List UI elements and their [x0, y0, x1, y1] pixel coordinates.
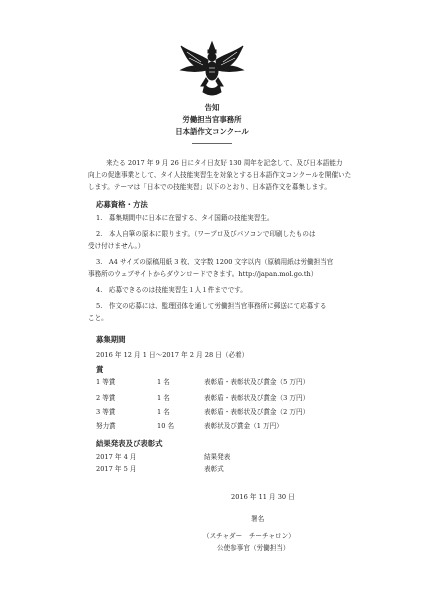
prize-count: 10 名 [157, 422, 175, 430]
requirements-heading: 応募資格・方法 [96, 200, 148, 209]
prize-award: 表彰盾・表彰状及び賞金（3 万円） [204, 394, 310, 402]
prizes-heading: 賞 [96, 365, 104, 374]
requirement-3-cont: 事務所のウェブサイトからダウンロードできます。http://japan.mol.go.th） [88, 270, 318, 278]
header-divider [192, 143, 232, 144]
period-text: 2016 年 12 月 1 日～2017 年 2 月 28 日（必着） [96, 351, 249, 359]
requirement-4: 4. 応募できるのは技能実習生１人１件までです。 [96, 286, 247, 294]
requirement-1: 1. 募集期間中に日本に在留する、タイ国籍の技能実習生。 [96, 214, 274, 222]
intro-line-2: 向上の促進事業として、タイ人技能実習生を対象とする日本語作文コンクールを開催いた [88, 171, 352, 179]
prize-rank: 努力賞 [96, 422, 116, 430]
document-date: 2016 年 11 月 30 日 [231, 493, 295, 501]
garuda-emblem [177, 40, 247, 98]
prize-rank: 2 等賞 [96, 394, 116, 402]
signatory-position: 公使参事官（労働担当） [217, 544, 290, 552]
result-event: 結果発表 [204, 453, 231, 461]
intro-line-1: 来たる 2017 年 9 月 26 日にタイ日友好 130 周年を記念して、及び日本語能力 [106, 159, 343, 167]
prize-rank: 3 等賞 [96, 408, 116, 416]
notice-title: 告知 [204, 103, 220, 112]
results-heading: 結果発表及び表彰式 [96, 439, 163, 448]
requirement-3: 3. A4 サイズの原稿用紙 3 枚、文字数 1200 文字以内（原稿用紙は労働担当官 [96, 258, 334, 266]
requirement-2: 2. 本人自筆の原本に限ります。（ワープロ及びパソコンで印刷したものは [96, 230, 316, 238]
requirement-5: 5. 作文の応募には、監理団体を通して労働担当官事務所に郵送にて応募する [96, 302, 327, 310]
period-heading: 募集期間 [96, 335, 126, 344]
result-date: 2017 年 5 月 [96, 465, 137, 473]
contest-name: 日本語作文コンクール [175, 127, 249, 136]
prize-rank: 1 等賞 [96, 378, 116, 386]
prize-count: 1 名 [157, 378, 170, 386]
prize-award: 表彰盾・表彰状及び賞金（5 万円） [204, 378, 310, 386]
prize-award: 表彰盾・表彰状及び賞金（2 万円） [204, 408, 310, 416]
requirement-2-cont: 受け付けません。） [88, 242, 145, 250]
prize-count: 1 名 [157, 394, 170, 402]
requirement-5-cont: こと。 [88, 314, 108, 322]
signature-label: 署名 [251, 515, 265, 523]
result-date: 2017 年 4 月 [96, 453, 137, 461]
prize-award: 表彰状及び賞金（1 万円） [204, 422, 283, 430]
result-event: 表彰式 [204, 465, 224, 473]
office-name: 労働担当官事務所 [182, 115, 242, 124]
intro-line-3: します。テーマは「日本での技能実習」以下のとおり、日本語作文を募集します。 [88, 183, 331, 191]
signatory-name: （スチャダー チーチャロン） [203, 532, 295, 540]
prize-count: 1 名 [157, 408, 170, 416]
